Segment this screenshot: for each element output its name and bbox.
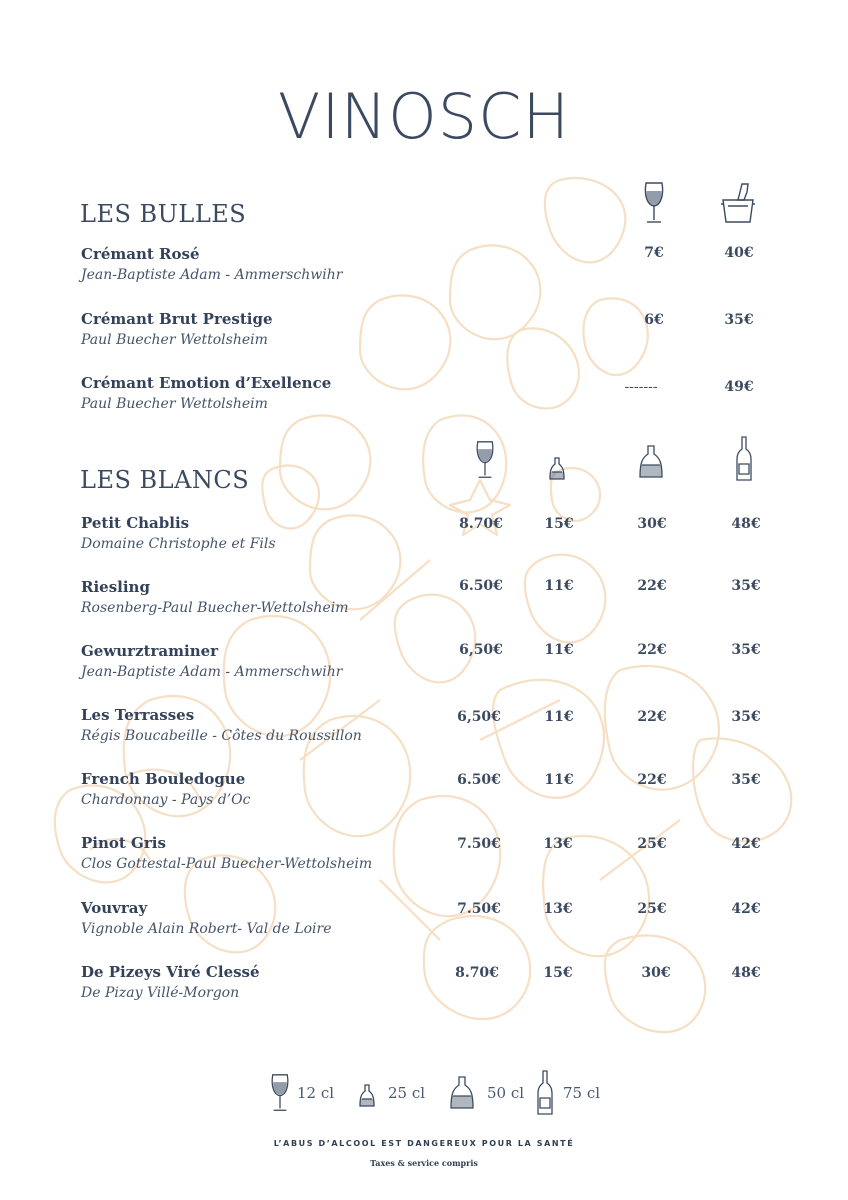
price-bottle: 40€ bbox=[724, 245, 754, 261]
bottle-icon bbox=[735, 436, 753, 482]
wine-producer: Vignoble Alain Robert- Val de Loire bbox=[81, 921, 332, 937]
price-75cl: 35€ bbox=[731, 578, 761, 594]
wine-producer: Jean-Baptiste Adam - Ammerschwihr bbox=[81, 267, 343, 283]
price-12cl: 6,50€ bbox=[459, 642, 503, 658]
legend-label: 50 cl bbox=[487, 1084, 525, 1102]
wine-name: Riesling bbox=[81, 578, 150, 596]
wine-name: Vouvray bbox=[81, 899, 148, 917]
price-25cl: 13€ bbox=[543, 901, 573, 917]
wine-producer: Paul Buecher Wettolsheim bbox=[81, 332, 268, 348]
price-12cl: 8.70€ bbox=[459, 516, 503, 532]
price-75cl: 42€ bbox=[731, 836, 761, 852]
small-carafe-icon bbox=[549, 457, 565, 481]
wine-producer: Jean-Baptiste Adam - Ammerschwihr bbox=[81, 664, 343, 680]
price-12cl: 6,50€ bbox=[457, 709, 501, 725]
price-glass: 6€ bbox=[644, 312, 664, 328]
price-75cl: 35€ bbox=[731, 772, 761, 788]
wine-row bbox=[0, 834, 848, 878]
price-50cl: 25€ bbox=[637, 901, 667, 917]
wine-glass-icon bbox=[474, 440, 496, 480]
wine-row bbox=[0, 514, 848, 558]
price-25cl: 15€ bbox=[544, 516, 574, 532]
wine-row bbox=[0, 899, 848, 943]
restaurant-title: VINOSCH bbox=[277, 80, 571, 153]
legend-label: 75 cl bbox=[563, 1084, 601, 1102]
price-12cl: 7.50€ bbox=[457, 901, 501, 917]
wine-producer: Clos Gottestal-Paul Buecher-Wettolsheim bbox=[81, 856, 373, 872]
wine-glass-icon bbox=[643, 181, 665, 225]
price-25cl: 13€ bbox=[543, 836, 573, 852]
price-75cl: 48€ bbox=[731, 516, 761, 532]
wine-row bbox=[0, 310, 848, 354]
price-bottle: 35€ bbox=[724, 312, 754, 328]
wine-name: Crémant Rosé bbox=[81, 245, 200, 263]
price-25cl: 11€ bbox=[544, 772, 574, 788]
price-50cl: 30€ bbox=[641, 965, 671, 981]
price-50cl: 22€ bbox=[637, 772, 667, 788]
price-50cl: 22€ bbox=[637, 709, 667, 725]
section-title-bulles: LES BULLES bbox=[80, 200, 247, 228]
price-25cl: 11€ bbox=[544, 709, 574, 725]
wine-producer: Rosenberg-Paul Buecher-Wettolsheim bbox=[81, 600, 349, 616]
price-glass: 7€ bbox=[644, 245, 664, 261]
wine-row bbox=[0, 706, 848, 750]
champagne-bucket-icon bbox=[720, 182, 756, 226]
small-carafe-icon bbox=[359, 1084, 375, 1108]
wine-name: Crémant Emotion d’Exellence bbox=[81, 374, 332, 392]
price-12cl: 7.50€ bbox=[457, 836, 501, 852]
wine-row bbox=[0, 770, 848, 814]
size-legend bbox=[0, 1070, 848, 1116]
wine-row bbox=[0, 374, 848, 418]
wine-name: Crémant Brut Prestige bbox=[81, 310, 273, 328]
price-25cl: 15€ bbox=[543, 965, 573, 981]
legend-label: 12 cl bbox=[297, 1084, 335, 1102]
bottle-icon bbox=[536, 1070, 554, 1116]
price-12cl: 8.70€ bbox=[455, 965, 499, 981]
legend-label: 25 cl bbox=[388, 1084, 426, 1102]
wine-producer: Paul Buecher Wettolsheim bbox=[81, 396, 268, 412]
wine-row bbox=[0, 963, 848, 1007]
price-75cl: 35€ bbox=[731, 642, 761, 658]
price-75cl: 35€ bbox=[731, 709, 761, 725]
price-25cl: 11€ bbox=[544, 578, 574, 594]
price-75cl: 48€ bbox=[731, 965, 761, 981]
price-50cl: 22€ bbox=[637, 642, 667, 658]
wine-row bbox=[0, 245, 848, 289]
wine-producer: Chardonnay - Pays d’Oc bbox=[81, 792, 251, 808]
wine-name: De Pizeys Viré Clessé bbox=[81, 963, 260, 981]
wine-name: Pinot Gris bbox=[81, 834, 166, 852]
alcohol-warning: L’ABUS D’ALCOOL EST DANGEREUX POUR LA SANTÉ bbox=[273, 1139, 575, 1148]
price-75cl: 42€ bbox=[731, 901, 761, 917]
carafe-icon bbox=[639, 445, 663, 479]
wine-producer: De Pizay Villé-Morgon bbox=[81, 985, 240, 1001]
wine-producer: Régis Boucabeille - Côtes du Roussillon bbox=[81, 728, 362, 744]
price-12cl: 6.50€ bbox=[459, 578, 503, 594]
carafe-icon bbox=[450, 1076, 474, 1110]
wine-producer: Domaine Christophe et Fils bbox=[81, 536, 276, 552]
price-bottle: 49€ bbox=[724, 379, 754, 395]
wine-name: Gewurztraminer bbox=[81, 642, 219, 660]
section-title-blancs: LES BLANCS bbox=[80, 466, 250, 494]
wine-name: Les Terrasses bbox=[81, 706, 195, 724]
price-glass: ------- bbox=[624, 379, 658, 395]
price-12cl: 6.50€ bbox=[457, 772, 501, 788]
price-50cl: 25€ bbox=[637, 836, 667, 852]
taxes-note: Taxes & service compris bbox=[370, 1158, 478, 1168]
price-50cl: 30€ bbox=[637, 516, 667, 532]
wine-name: Petit Chablis bbox=[81, 514, 190, 532]
wine-row bbox=[0, 642, 848, 686]
price-25cl: 11€ bbox=[544, 642, 574, 658]
price-50cl: 22€ bbox=[637, 578, 667, 594]
wine-row bbox=[0, 578, 848, 622]
wine-name: French Bouledogue bbox=[81, 770, 246, 788]
wine-glass-icon bbox=[270, 1072, 290, 1114]
